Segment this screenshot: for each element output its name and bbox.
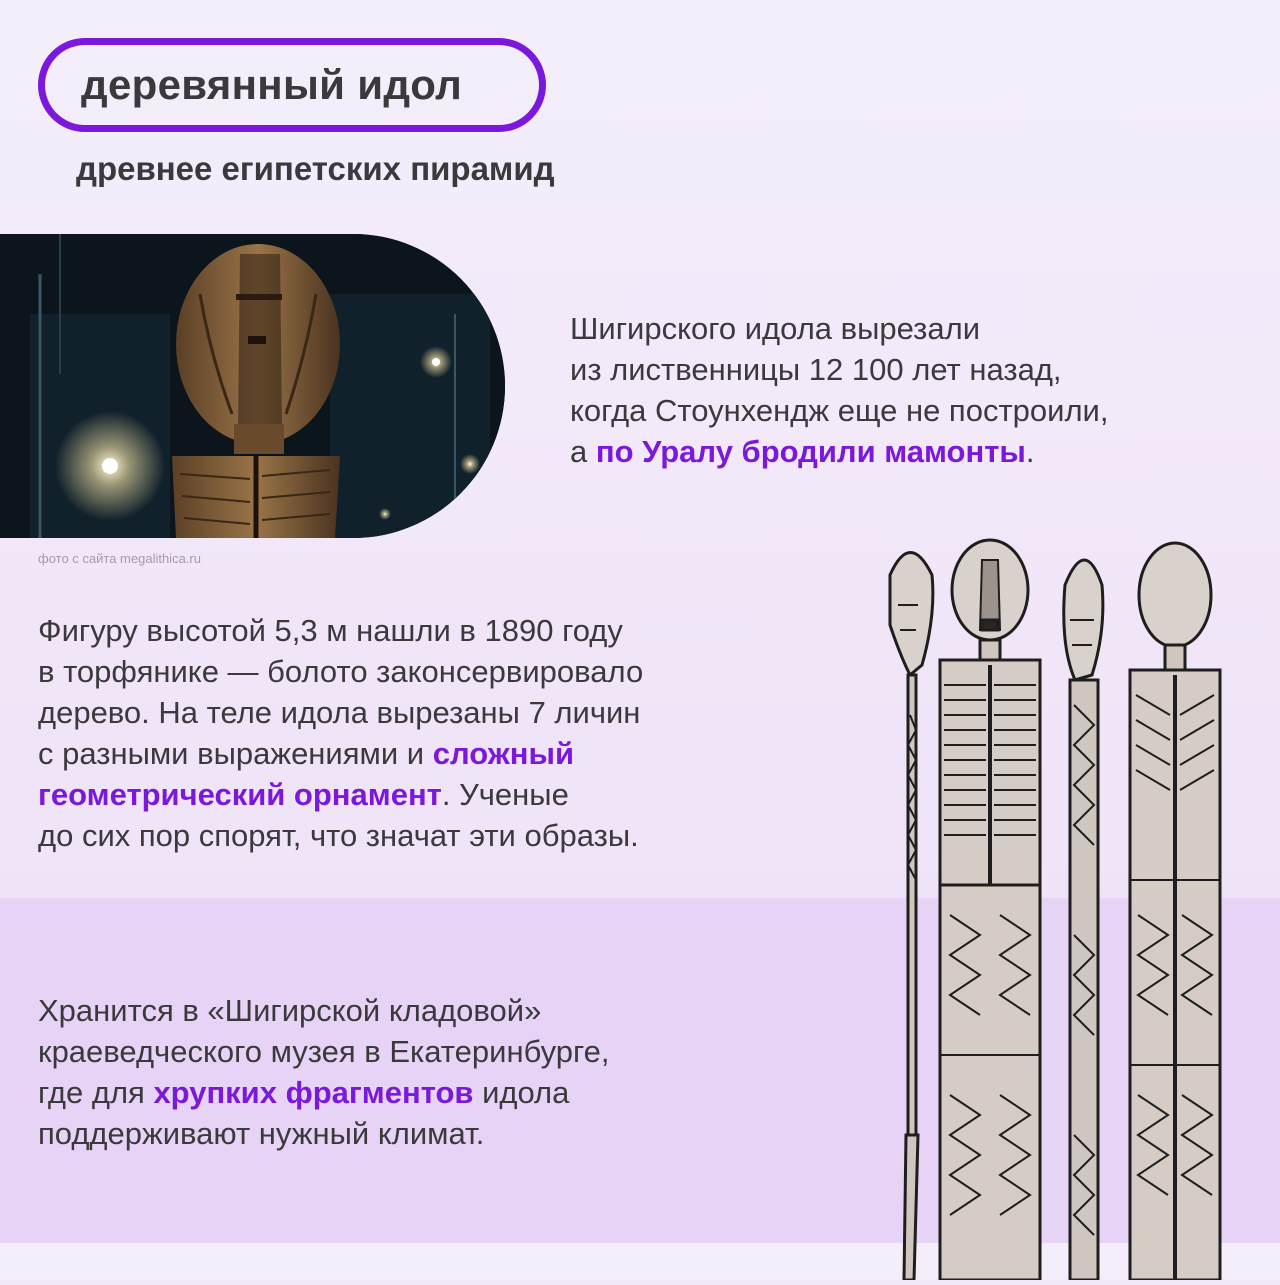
text-fragment: где для xyxy=(38,1075,154,1110)
sketch-figure-profile-right xyxy=(1064,560,1103,1280)
paragraph-line: когда Стоунхендж еще не построили, xyxy=(570,393,1109,428)
paragraph-line xyxy=(570,431,1260,472)
text-fragment: . xyxy=(1025,434,1035,469)
sketch-figure-front xyxy=(940,540,1040,1280)
paragraph-line xyxy=(38,1072,758,1113)
paragraph-line: Хранится в «Шигирской кладовой» xyxy=(38,993,542,1028)
paragraph-line: дерево. На теле идола вырезаны 7 личин xyxy=(38,695,641,730)
paragraph-line: из лиственницы 12 100 лет назад, xyxy=(570,352,1062,387)
text-fragment: с разными выражениями и xyxy=(38,736,433,771)
highlight-text: по Уралу бродили мамонты xyxy=(595,434,1026,469)
title-pill xyxy=(38,38,546,132)
sketch-figure-profile-left xyxy=(890,553,933,1281)
paragraph-storage xyxy=(38,990,758,1154)
highlight-text: хрупких фрагментов xyxy=(153,1075,474,1110)
idol-photo xyxy=(0,234,505,538)
highlight-text: сложный xyxy=(432,736,575,771)
paragraph-line: до сих пор спорят, что значат эти образы. xyxy=(38,818,639,853)
paragraph-line: в торфянике — болото законсервировало xyxy=(38,654,644,689)
sketch-figure-ornament xyxy=(1130,543,1220,1280)
photo-credit: фото с сайта megalithica.ru xyxy=(38,551,201,566)
paragraph-line xyxy=(38,733,818,774)
text-fragment: идола xyxy=(473,1075,570,1110)
paragraph-line: краеведческого музея в Екатеринбурге, xyxy=(38,1034,610,1069)
text-fragment: а xyxy=(570,434,596,469)
paragraph-line: Шигирского идола вырезали xyxy=(570,311,981,346)
paragraph-line: Фигуру высотой 5,3 м нашли в 1890 году xyxy=(38,613,623,648)
paragraph-discovery xyxy=(38,610,818,856)
paragraph-origin xyxy=(570,308,1260,472)
idol-sketch-illustration xyxy=(870,535,1260,1280)
paragraph-line xyxy=(38,774,818,815)
page-title: деревянный идол xyxy=(81,61,463,108)
highlight-text: геометрический орнамент xyxy=(38,777,442,812)
page-subtitle: древнее египетских пирамид xyxy=(76,150,555,187)
text-fragment: . Ученые xyxy=(441,777,569,812)
paragraph-line: поддерживают нужный климат. xyxy=(38,1116,485,1151)
